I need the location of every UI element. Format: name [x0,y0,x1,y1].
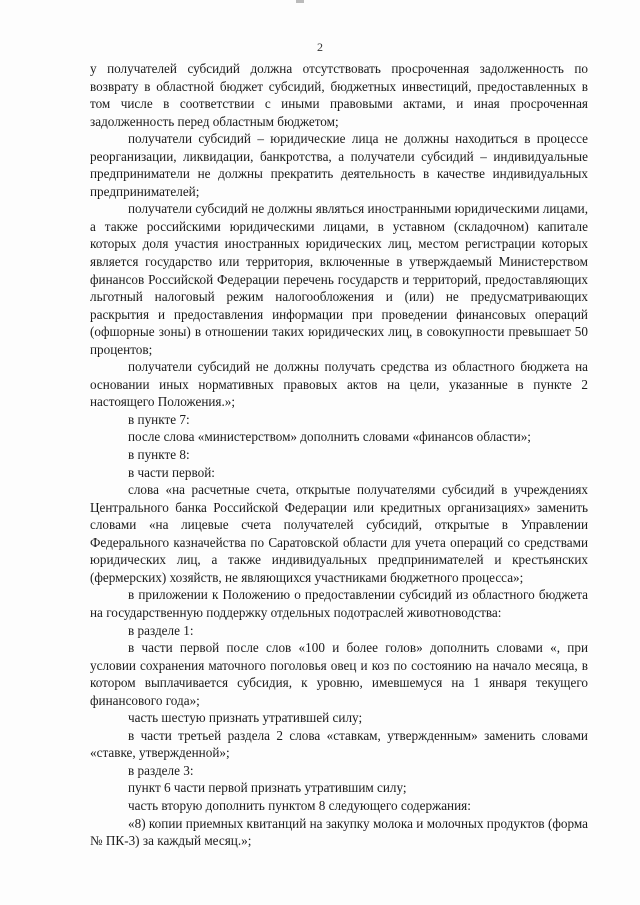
paragraph: в пункте 7: [128,411,190,427]
paragraph: получатели субсидий не должны получать средства из областного бюджета на основании иных нормативных правовых актов на цели, указанные в пункте 2 настоящего Положения.»; [90,359,588,410]
paragraph: в разделе 1: [128,622,194,638]
paragraph: у получателей субсидий должна отсутствовать просроченная задолженность по возврату в областной бюджет субсидий, бюджетных инвестиций, предоставленных в том числе в соответствии с иными правовыми актами, и иная просроченная задолженность перед областным бюджетом; [90,61,588,129]
paragraph: слова «на расчетные счета, открытые получателями субсидий в учреждениях Центрального банка Российской Федерации или кредитных организациях» заменить словами «на лицевые счета получателей субсидий, открытые в Управлении Федерального казначейства по Саратовской области для учета операций со средствами юридических лиц, а также индивидуальных предпринимателей и крестьянских (фермерских) хозяйств, не являющихся участниками бюджетного процесса»; [90,482,588,585]
paragraph: получатели субсидий не должны являться иностранными юридическими лицами, а также российскими юридическими лицами, в уставном (складочном) капитале которых доля участия иностранных юридических лиц, местом регистрации которых является государство или территория, включенные в утверждаемый Министерством финансов Российской Федерации перечень государств и территорий, предоставляющих льготный налоговый режим налогообложения и (или) не предусматривающих раскрытия и предоставления информации при проведении финансовых операций (офшорные зоны) в отношении таких юридических лиц, в совокупности превышает 50 процентов; [90,201,588,357]
scan-mark [296,0,304,3]
paragraph: пункт 6 части первой признать утратившим силу; [128,780,407,796]
paragraph: в части первой: [128,464,215,480]
paragraph: в части первой после слов «100 и более голов» дополнить словами «, при условии сохранения маточного поголовья овец и коз по состоянию на начало месяца, в котором выплачивается субсидия, к уровню, имевшемуся на 1 января текущего финансового года»; [90,640,588,708]
paragraph: «8) копии приемных квитанций на закупку молока и молочных продуктов (форма № ПК-3) за каждый месяц.»; [90,815,588,849]
page-number: 2 [317,40,323,54]
paragraph: в пункте 8: [128,447,190,463]
paragraph: в разделе 3: [128,762,194,778]
paragraph: после слова «министерством» дополнить словами «финансов области»; [128,429,531,445]
document-body [90,60,588,850]
paragraph: часть вторую дополнить пунктом 8 следующего содержания: [128,797,471,813]
paragraph: получатели субсидий – юридические лица не должны находиться в процессе реорганизации, ликвидации, банкротства, а получатели субсидий – индивидуальные предприниматели не должны прекратить деятельность в качестве индивидуальных предпринимателей; [90,131,588,199]
paragraph: в части третьей раздела 2 слова «ставкам, утвержденным» заменить словами «ставке, утвержденной»; [90,727,588,761]
paragraph: часть шестую признать утратившей силу; [128,710,363,726]
paragraph: в приложении к Положению о предоставлении субсидий из областного бюджета на государственную поддержку отдельных подотраслей животноводства: [90,587,588,620]
